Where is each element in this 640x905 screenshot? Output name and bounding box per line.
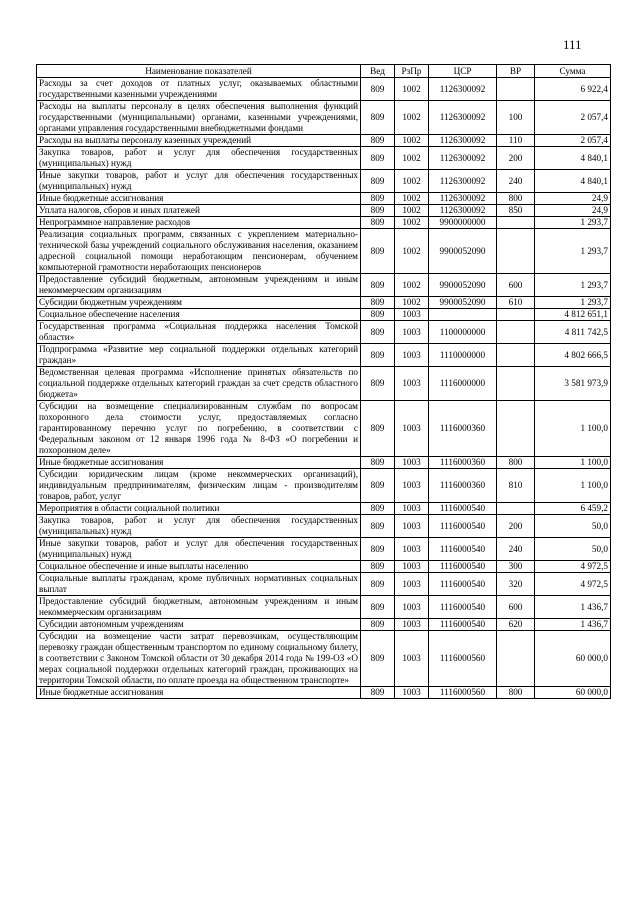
cell-name: Иные закупки товаров, работ и услуг для обеспечения государственных (муниципальных) нужд bbox=[37, 538, 361, 561]
cell-csr: 1116000560 bbox=[429, 687, 497, 699]
cell-sum: 6 922,4 bbox=[535, 78, 611, 101]
cell-ved: 809 bbox=[361, 78, 395, 101]
table-row bbox=[37, 205, 611, 217]
cell-vr bbox=[497, 229, 535, 274]
cell-ved: 809 bbox=[361, 469, 395, 503]
cell-name: Субсидии автономным учреждениям bbox=[37, 619, 361, 631]
cell-csr: 1100000000 bbox=[429, 321, 497, 344]
cell-sum: 50,0 bbox=[535, 538, 611, 561]
cell-name: Иные бюджетные ассигнования bbox=[37, 457, 361, 469]
cell-vr bbox=[497, 631, 535, 687]
cell-rzpr: 1003 bbox=[395, 503, 429, 515]
cell-ved: 809 bbox=[361, 101, 395, 135]
cell-sum: 2 057,4 bbox=[535, 135, 611, 147]
cell-sum: 60 000,0 bbox=[535, 631, 611, 687]
cell-name: Субсидии юридическим лицам (кроме некоммерческих организаций), индивидуальным предпринимателям, физическим лицам - производителям товаров, работ, услуг bbox=[37, 469, 361, 503]
cell-name: Предоставление субсидий бюджетным, автономным учреждениям и иным некоммерческим организациям bbox=[37, 274, 361, 297]
page-number: 111 bbox=[563, 37, 582, 52]
cell-sum: 4 972,5 bbox=[535, 561, 611, 573]
cell-csr: 1126300092 bbox=[429, 78, 497, 101]
cell-vr: 620 bbox=[497, 619, 535, 631]
cell-ved: 809 bbox=[361, 344, 395, 367]
cell-csr: 1116000540 bbox=[429, 573, 497, 596]
cell-rzpr: 1002 bbox=[395, 101, 429, 135]
table-row bbox=[37, 297, 611, 309]
cell-ved: 809 bbox=[361, 170, 395, 193]
cell-csr: 1126300092 bbox=[429, 205, 497, 217]
cell-ved: 809 bbox=[361, 561, 395, 573]
cell-name: Уплата налогов, сборов и иных платежей bbox=[37, 205, 361, 217]
cell-name: Непрограммное направление расходов bbox=[37, 217, 361, 229]
cell-name: Реализация социальных программ, связанных с укреплением материально-технической базы учреждений социального обслуживания населения, оказанием адресной социальной помощи неработающим пенсионерам, обучением компьютерной грамотности неработающих пенсионеров bbox=[37, 229, 361, 274]
cell-name: Иные бюджетные ассигнования bbox=[37, 687, 361, 699]
cell-vr: 610 bbox=[497, 297, 535, 309]
cell-csr: 1126300092 bbox=[429, 135, 497, 147]
table-row bbox=[37, 457, 611, 469]
table-row bbox=[37, 561, 611, 573]
cell-vr: 110 bbox=[497, 135, 535, 147]
cell-rzpr: 1003 bbox=[395, 596, 429, 619]
cell-ved: 809 bbox=[361, 297, 395, 309]
cell-sum: 1 100,0 bbox=[535, 469, 611, 503]
cell-vr: 300 bbox=[497, 561, 535, 573]
cell-rzpr: 1002 bbox=[395, 229, 429, 274]
header-name: Наименование показателей bbox=[37, 65, 361, 78]
cell-sum: 1 100,0 bbox=[535, 401, 611, 457]
cell-rzpr: 1003 bbox=[395, 309, 429, 321]
cell-vr bbox=[497, 503, 535, 515]
cell-sum: 6 459,2 bbox=[535, 503, 611, 515]
table-row bbox=[37, 274, 611, 297]
cell-csr: 1116000360 bbox=[429, 469, 497, 503]
cell-rzpr: 1003 bbox=[395, 401, 429, 457]
cell-rzpr: 1002 bbox=[395, 274, 429, 297]
cell-vr bbox=[497, 217, 535, 229]
cell-vr: 320 bbox=[497, 573, 535, 596]
cell-ved: 809 bbox=[361, 309, 395, 321]
cell-vr bbox=[497, 401, 535, 457]
cell-rzpr: 1002 bbox=[395, 205, 429, 217]
table-row bbox=[37, 147, 611, 170]
cell-rzpr: 1002 bbox=[395, 297, 429, 309]
cell-csr: 1116000540 bbox=[429, 503, 497, 515]
cell-rzpr: 1003 bbox=[395, 321, 429, 344]
cell-vr: 200 bbox=[497, 515, 535, 538]
cell-ved: 809 bbox=[361, 503, 395, 515]
cell-csr: 9900052090 bbox=[429, 297, 497, 309]
cell-csr: 1116000000 bbox=[429, 367, 497, 401]
cell-csr: 1126300092 bbox=[429, 101, 497, 135]
cell-csr: 1116000540 bbox=[429, 538, 497, 561]
cell-ved: 809 bbox=[361, 205, 395, 217]
cell-csr: 1116000540 bbox=[429, 515, 497, 538]
cell-sum: 1 436,7 bbox=[535, 596, 611, 619]
cell-sum: 1 293,7 bbox=[535, 297, 611, 309]
cell-sum: 4 840,1 bbox=[535, 170, 611, 193]
cell-ved: 809 bbox=[361, 217, 395, 229]
cell-sum: 24,9 bbox=[535, 205, 611, 217]
cell-name: Государственная программа «Социальная поддержка населения Томской области» bbox=[37, 321, 361, 344]
cell-csr: 1116000540 bbox=[429, 619, 497, 631]
table-header-row bbox=[37, 65, 611, 78]
table-row bbox=[37, 687, 611, 699]
cell-sum: 1 293,7 bbox=[535, 217, 611, 229]
table-row bbox=[37, 344, 611, 367]
table-row bbox=[37, 619, 611, 631]
cell-rzpr: 1003 bbox=[395, 687, 429, 699]
table-row bbox=[37, 217, 611, 229]
cell-name: Социальное обеспечение и иные выплаты населению bbox=[37, 561, 361, 573]
cell-sum: 3 581 973,9 bbox=[535, 367, 611, 401]
cell-rzpr: 1003 bbox=[395, 561, 429, 573]
table-row bbox=[37, 631, 611, 687]
cell-sum: 4 811 742,5 bbox=[535, 321, 611, 344]
cell-vr: 240 bbox=[497, 538, 535, 561]
table-row bbox=[37, 78, 611, 101]
cell-sum: 50,0 bbox=[535, 515, 611, 538]
cell-vr: 850 bbox=[497, 205, 535, 217]
cell-name: Социальное обеспечение населения bbox=[37, 309, 361, 321]
table-row bbox=[37, 309, 611, 321]
cell-name: Закупка товаров, работ и услуг для обеспечения государственных (муниципальных) нужд bbox=[37, 515, 361, 538]
cell-ved: 809 bbox=[361, 687, 395, 699]
cell-csr: 1116000540 bbox=[429, 561, 497, 573]
cell-sum: 4 972,5 bbox=[535, 573, 611, 596]
cell-name: Социальные выплаты гражданам, кроме публичных нормативных социальных выплат bbox=[37, 573, 361, 596]
cell-rzpr: 1003 bbox=[395, 573, 429, 596]
cell-sum: 24,9 bbox=[535, 193, 611, 205]
cell-csr: 1116000360 bbox=[429, 457, 497, 469]
table-row bbox=[37, 135, 611, 147]
table-row bbox=[37, 401, 611, 457]
cell-vr: 600 bbox=[497, 596, 535, 619]
table-row bbox=[37, 101, 611, 135]
cell-name: Предоставление субсидий бюджетным, автономным учреждениям и иным некоммерческим организациям bbox=[37, 596, 361, 619]
cell-ved: 809 bbox=[361, 193, 395, 205]
cell-csr bbox=[429, 309, 497, 321]
cell-csr: 1126300092 bbox=[429, 170, 497, 193]
table-body bbox=[37, 78, 611, 699]
table-row bbox=[37, 321, 611, 344]
cell-rzpr: 1002 bbox=[395, 78, 429, 101]
cell-rzpr: 1003 bbox=[395, 469, 429, 503]
table-row bbox=[37, 538, 611, 561]
cell-rzpr: 1003 bbox=[395, 367, 429, 401]
cell-name: Субсидии бюджетным учреждениям bbox=[37, 297, 361, 309]
cell-ved: 809 bbox=[361, 401, 395, 457]
table-row bbox=[37, 503, 611, 515]
cell-sum: 4 802 666,5 bbox=[535, 344, 611, 367]
cell-vr: 600 bbox=[497, 274, 535, 297]
cell-ved: 809 bbox=[361, 515, 395, 538]
cell-name: Иные закупки товаров, работ и услуг для обеспечения государственных (муниципальных) нужд bbox=[37, 170, 361, 193]
cell-vr: 100 bbox=[497, 101, 535, 135]
cell-vr: 240 bbox=[497, 170, 535, 193]
header-csr: ЦСР bbox=[429, 65, 497, 78]
cell-ved: 809 bbox=[361, 274, 395, 297]
cell-rzpr: 1002 bbox=[395, 147, 429, 170]
cell-sum: 60 000,0 bbox=[535, 687, 611, 699]
table-row bbox=[37, 193, 611, 205]
cell-sum: 1 293,7 bbox=[535, 229, 611, 274]
table-row bbox=[37, 515, 611, 538]
cell-csr: 9900000000 bbox=[429, 217, 497, 229]
cell-ved: 809 bbox=[361, 321, 395, 344]
cell-ved: 809 bbox=[361, 147, 395, 170]
cell-sum: 4 840,1 bbox=[535, 147, 611, 170]
cell-rzpr: 1003 bbox=[395, 515, 429, 538]
cell-name: Расходы за счет доходов от платных услуг, оказываемых областными государственными казенными учреждениями bbox=[37, 78, 361, 101]
cell-vr bbox=[497, 309, 535, 321]
cell-name: Мероприятия в области социальной политики bbox=[37, 503, 361, 515]
cell-csr: 1126300092 bbox=[429, 147, 497, 170]
header-rzpr: РзПр bbox=[395, 65, 429, 78]
table-row bbox=[37, 596, 611, 619]
cell-name: Подпрограмма «Развитие мер социальной поддержки отдельных категорий граждан» bbox=[37, 344, 361, 367]
header-sum: Сумма bbox=[535, 65, 611, 78]
cell-vr: 200 bbox=[497, 147, 535, 170]
cell-sum: 2 057,4 bbox=[535, 101, 611, 135]
cell-ved: 809 bbox=[361, 457, 395, 469]
table-row bbox=[37, 573, 611, 596]
cell-rzpr: 1003 bbox=[395, 344, 429, 367]
cell-csr: 1110000000 bbox=[429, 344, 497, 367]
cell-vr: 800 bbox=[497, 457, 535, 469]
cell-vr bbox=[497, 78, 535, 101]
cell-csr: 1116000360 bbox=[429, 401, 497, 457]
cell-sum: 1 100,0 bbox=[535, 457, 611, 469]
cell-sum: 1 436,7 bbox=[535, 619, 611, 631]
table-row bbox=[37, 229, 611, 274]
cell-ved: 809 bbox=[361, 596, 395, 619]
cell-vr: 800 bbox=[497, 687, 535, 699]
header-vr: ВР bbox=[497, 65, 535, 78]
header-ved: Вед bbox=[361, 65, 395, 78]
cell-name: Расходы на выплаты персоналу в целях обеспечения выполнения функций государственными (муниципальными) органами, казенными учреждениями, органами управления государственными внебюджетными фондами bbox=[37, 101, 361, 135]
cell-vr bbox=[497, 321, 535, 344]
cell-vr bbox=[497, 344, 535, 367]
cell-sum: 1 293,7 bbox=[535, 274, 611, 297]
cell-rzpr: 1002 bbox=[395, 170, 429, 193]
cell-ved: 809 bbox=[361, 573, 395, 596]
cell-rzpr: 1003 bbox=[395, 619, 429, 631]
cell-name: Ведомственная целевая программа «Исполнение принятых обязательств по социальной поддержке отдельных категорий граждан за счет средств областного бюджета» bbox=[37, 367, 361, 401]
cell-rzpr: 1002 bbox=[395, 193, 429, 205]
cell-ved: 809 bbox=[361, 631, 395, 687]
table-row bbox=[37, 170, 611, 193]
cell-sum: 4 812 651,1 bbox=[535, 309, 611, 321]
table-row bbox=[37, 469, 611, 503]
cell-name: Субсидии на возмещение специализированным службам по вопросам похоронного дела стоимости услуг, предоставляемых согласно гарантированному перечню услуг по погребению, в соответствии с Федеральным законом от 12 января 1996 года № 8-ФЗ «О погребении и похоронном деле» bbox=[37, 401, 361, 457]
cell-csr: 9900052090 bbox=[429, 229, 497, 274]
cell-csr: 1116000560 bbox=[429, 631, 497, 687]
cell-rzpr: 1003 bbox=[395, 457, 429, 469]
cell-name: Субсидии на возмещение части затрат перевозчикам, осуществляющим перевозку граждан общественным транспортом по единому социальному билету, в соответствии с Законом Томской области от 30 декабря 2014 года № 199-ОЗ «О мерах социальной поддержки отдельных категорий граждан, проживающих на территории Томской области, по оплате проезда на общественном транспорте» bbox=[37, 631, 361, 687]
cell-rzpr: 1002 bbox=[395, 135, 429, 147]
cell-ved: 809 bbox=[361, 229, 395, 274]
budget-table bbox=[36, 64, 611, 699]
cell-vr: 800 bbox=[497, 193, 535, 205]
cell-rzpr: 1003 bbox=[395, 631, 429, 687]
cell-ved: 809 bbox=[361, 538, 395, 561]
cell-rzpr: 1003 bbox=[395, 538, 429, 561]
cell-ved: 809 bbox=[361, 619, 395, 631]
cell-csr: 1126300092 bbox=[429, 193, 497, 205]
cell-vr: 810 bbox=[497, 469, 535, 503]
cell-csr: 9900052090 bbox=[429, 274, 497, 297]
cell-name: Закупка товаров, работ и услуг для обеспечения государственных (муниципальных) нужд bbox=[37, 147, 361, 170]
cell-ved: 809 bbox=[361, 135, 395, 147]
cell-rzpr: 1002 bbox=[395, 217, 429, 229]
cell-csr: 1116000540 bbox=[429, 596, 497, 619]
cell-name: Расходы на выплаты персоналу казенных учреждений bbox=[37, 135, 361, 147]
cell-ved: 809 bbox=[361, 367, 395, 401]
table-row bbox=[37, 367, 611, 401]
cell-vr bbox=[497, 367, 535, 401]
cell-name: Иные бюджетные ассигнования bbox=[37, 193, 361, 205]
